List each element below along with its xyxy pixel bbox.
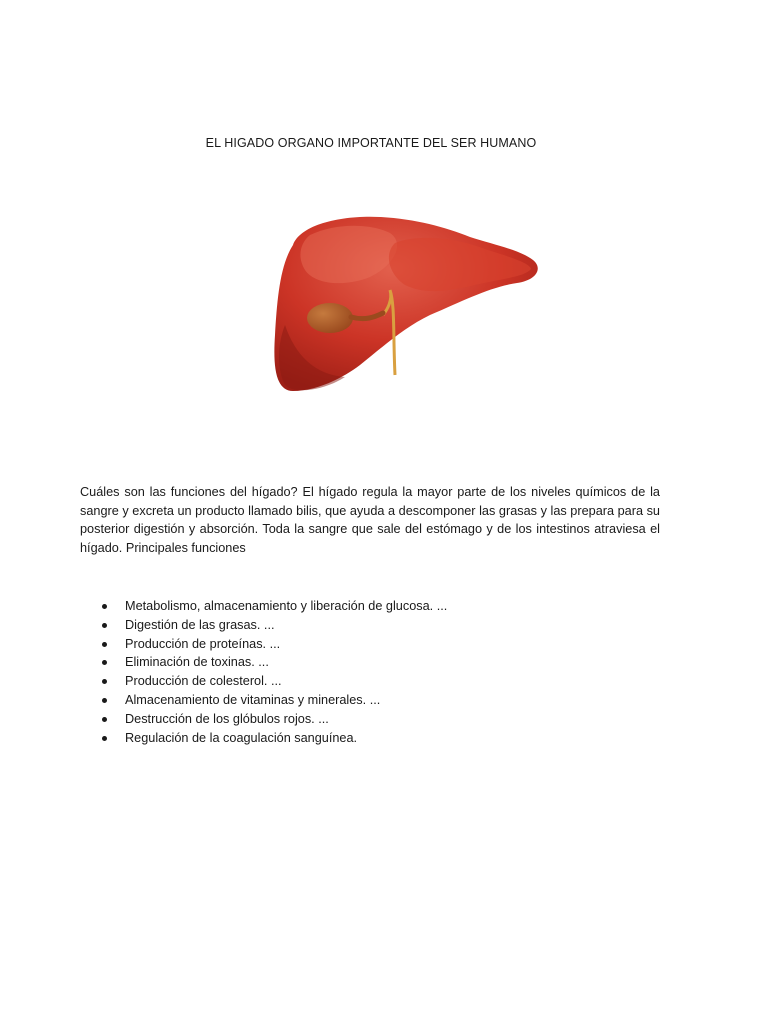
liver-illustration <box>255 205 555 405</box>
document-title: EL HIGADO ORGANO IMPORTANTE DEL SER HUMANO <box>205 136 537 150</box>
gallbladder-shape <box>307 303 353 333</box>
list-item-text: Metabolismo, almacenamiento y liberación de glucosa. ... <box>125 599 448 613</box>
list-item-text: Producción de proteínas. ... <box>125 636 281 651</box>
functions-list <box>80 597 680 747</box>
bullet-icon <box>102 736 107 741</box>
bullet-icon <box>102 623 107 628</box>
bullet-icon <box>102 679 107 684</box>
intro-paragraph: Cuáles son las funciones del hígado? El hígado regula la mayor parte de los niveles químicos de la sangre y excreta un producto llamado bilis, que ayuda a descomponer las grasas y las prepara para su posterior digestión y absorción. Toda la sangre que sale del estómago y de los intestinos atraviesa el hígado. Principales funciones <box>80 485 660 556</box>
list-item <box>80 691 680 710</box>
list-item-text: Destrucción de los glóbulos rojos. ... <box>125 711 329 726</box>
list-item <box>80 616 680 635</box>
list-item-text: Regulación de la coagulación sanguínea. <box>125 730 358 745</box>
list-item <box>80 635 680 654</box>
list-item <box>80 672 680 691</box>
list-item <box>80 653 680 672</box>
list-item <box>80 710 680 729</box>
list-item-text: Digestión de las grasas. ... <box>125 617 275 632</box>
list-item-text: Almacenamiento de vitaminas y minerales. ... <box>125 692 381 707</box>
bullet-icon <box>102 642 107 647</box>
liver-image <box>255 205 555 405</box>
list-item <box>80 729 680 748</box>
bullet-icon <box>102 698 107 703</box>
list-item <box>80 597 680 616</box>
bullet-icon <box>102 604 107 609</box>
list-item-text: Producción de colesterol. ... <box>125 674 282 689</box>
bullet-icon <box>102 660 107 665</box>
bullet-icon <box>102 717 107 722</box>
list-item-text: Eliminación de toxinas. ... <box>125 655 269 670</box>
